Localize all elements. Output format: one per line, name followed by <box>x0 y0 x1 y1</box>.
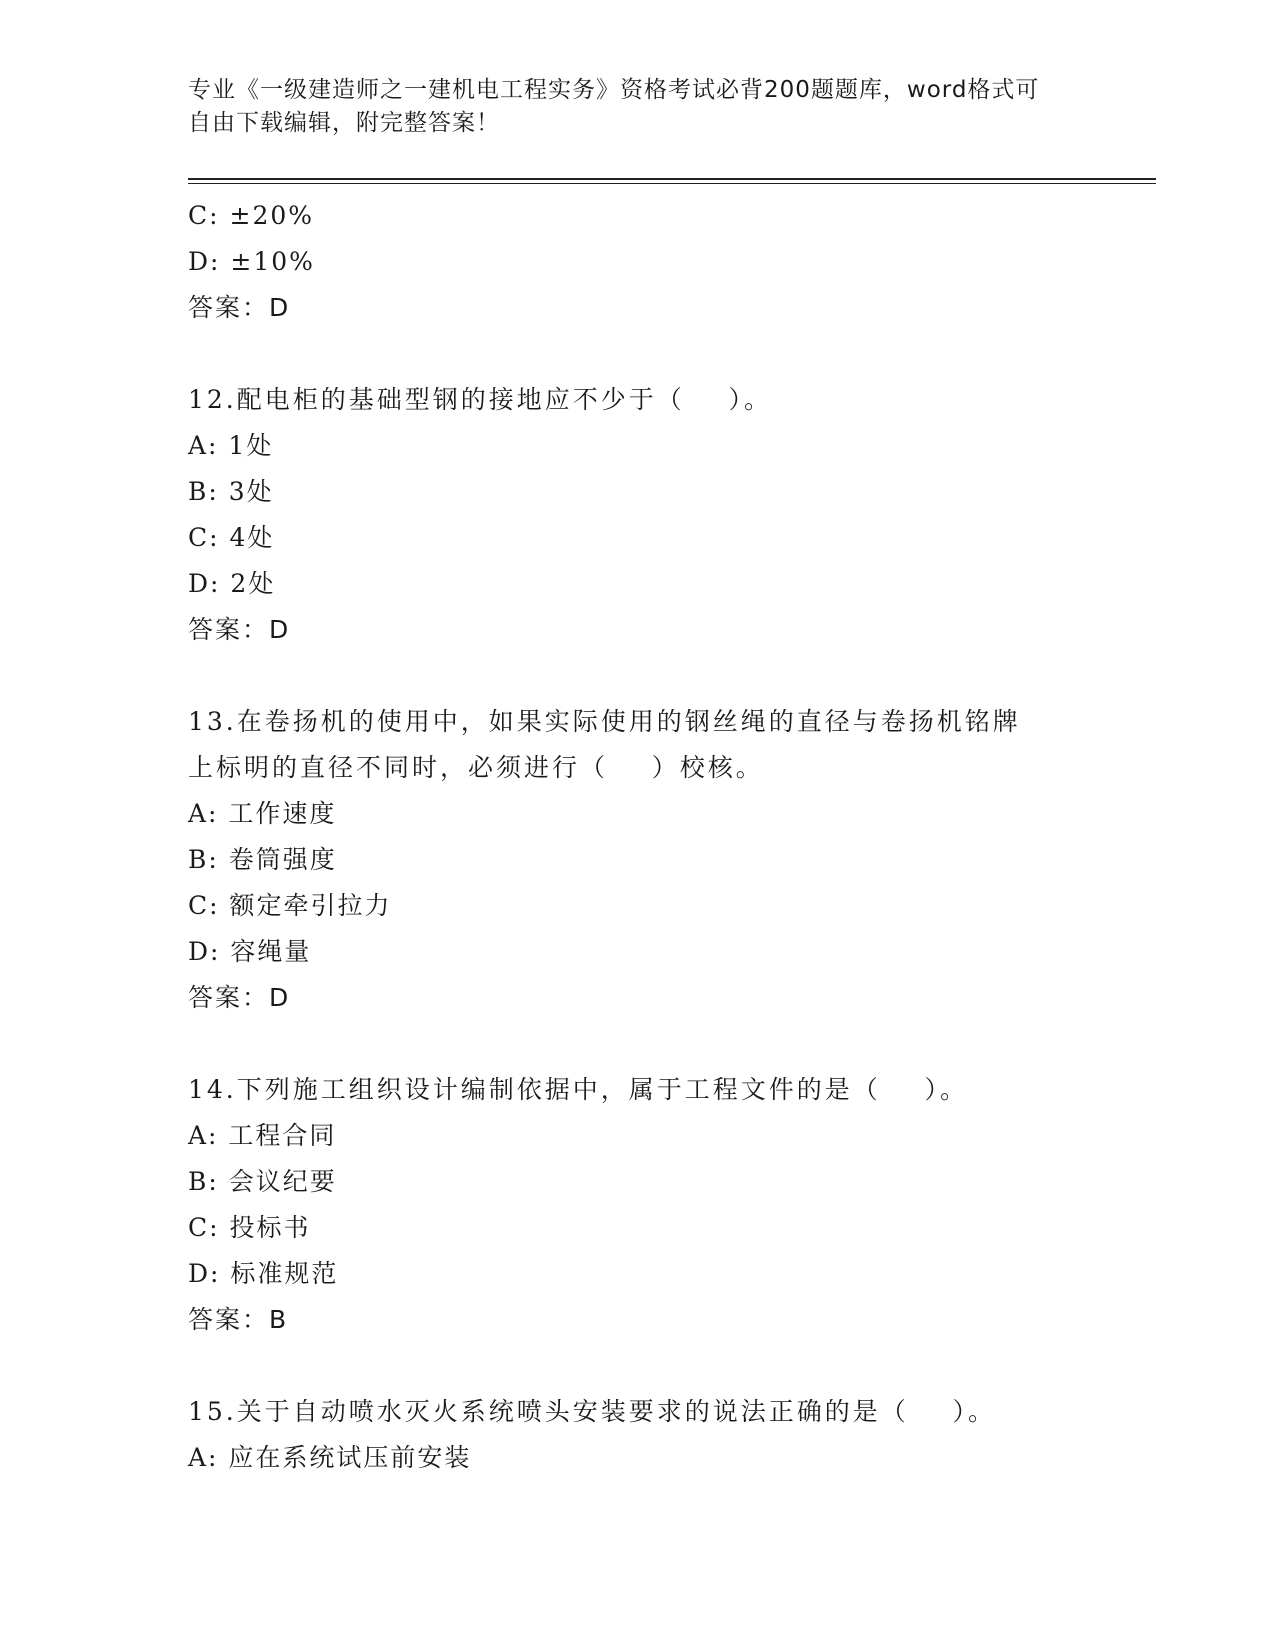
option-b: B: 卷筒强度 <box>188 845 337 874</box>
option-c: C: 4处 <box>188 523 275 552</box>
option-c: C: ±20% <box>188 201 315 230</box>
answer-line: 答案：D <box>188 293 291 322</box>
question-12 <box>188 377 1088 653</box>
question-fragment <box>188 193 1088 331</box>
answer-line: 答案：D <box>188 983 291 1012</box>
option-b: B: 会议纪要 <box>188 1167 337 1196</box>
answer-line: 答案：D <box>188 615 291 644</box>
question-15 <box>188 1389 1088 1481</box>
option-d: D: 标准规范 <box>188 1259 339 1288</box>
option-d: D: 2处 <box>188 569 276 598</box>
option-a: A: 工程合同 <box>188 1121 337 1150</box>
answer-line: 答案：B <box>188 1305 289 1334</box>
option-b: B: 3处 <box>188 477 274 506</box>
page-header <box>188 74 1088 140</box>
option-c: C: 投标书 <box>188 1213 311 1242</box>
question-stem: 14.下列施工组织设计编制依据中，属于工程文件的是（ ）。 <box>188 1075 969 1104</box>
header-line-2: 自由下载编辑，附完整答案！ <box>188 110 500 136</box>
option-d: D: ±10% <box>188 247 315 276</box>
option-a: A: 应在系统试压前安装 <box>188 1443 472 1472</box>
option-a: A: 1处 <box>188 431 274 460</box>
header-rule-thick <box>188 178 1156 180</box>
option-d: D: 容绳量 <box>188 937 312 966</box>
option-c: C: 额定牵引拉力 <box>188 891 392 920</box>
question-13 <box>188 699 1088 1021</box>
question-stem: 13.在卷扬机的使用中，如果实际使用的钢丝绳的直径与卷扬机铭牌上标明的直径不同时，必须进行（ ）校核。 <box>188 707 1021 782</box>
header-rule-thin <box>188 183 1156 184</box>
option-a: A: 工作速度 <box>188 799 337 828</box>
question-list <box>188 193 1088 1481</box>
question-stem: 15.关于自动喷水灭火系统喷头安装要求的说法正确的是（ ）。 <box>188 1397 997 1426</box>
question-stem: 12.配电柜的基础型钢的接地应不少于（ ）。 <box>188 385 773 414</box>
header-line-1: 专业《一级建造师之一建机电工程实务》资格考试必背200题题库，word格式可 <box>188 77 1040 103</box>
question-14 <box>188 1067 1088 1343</box>
